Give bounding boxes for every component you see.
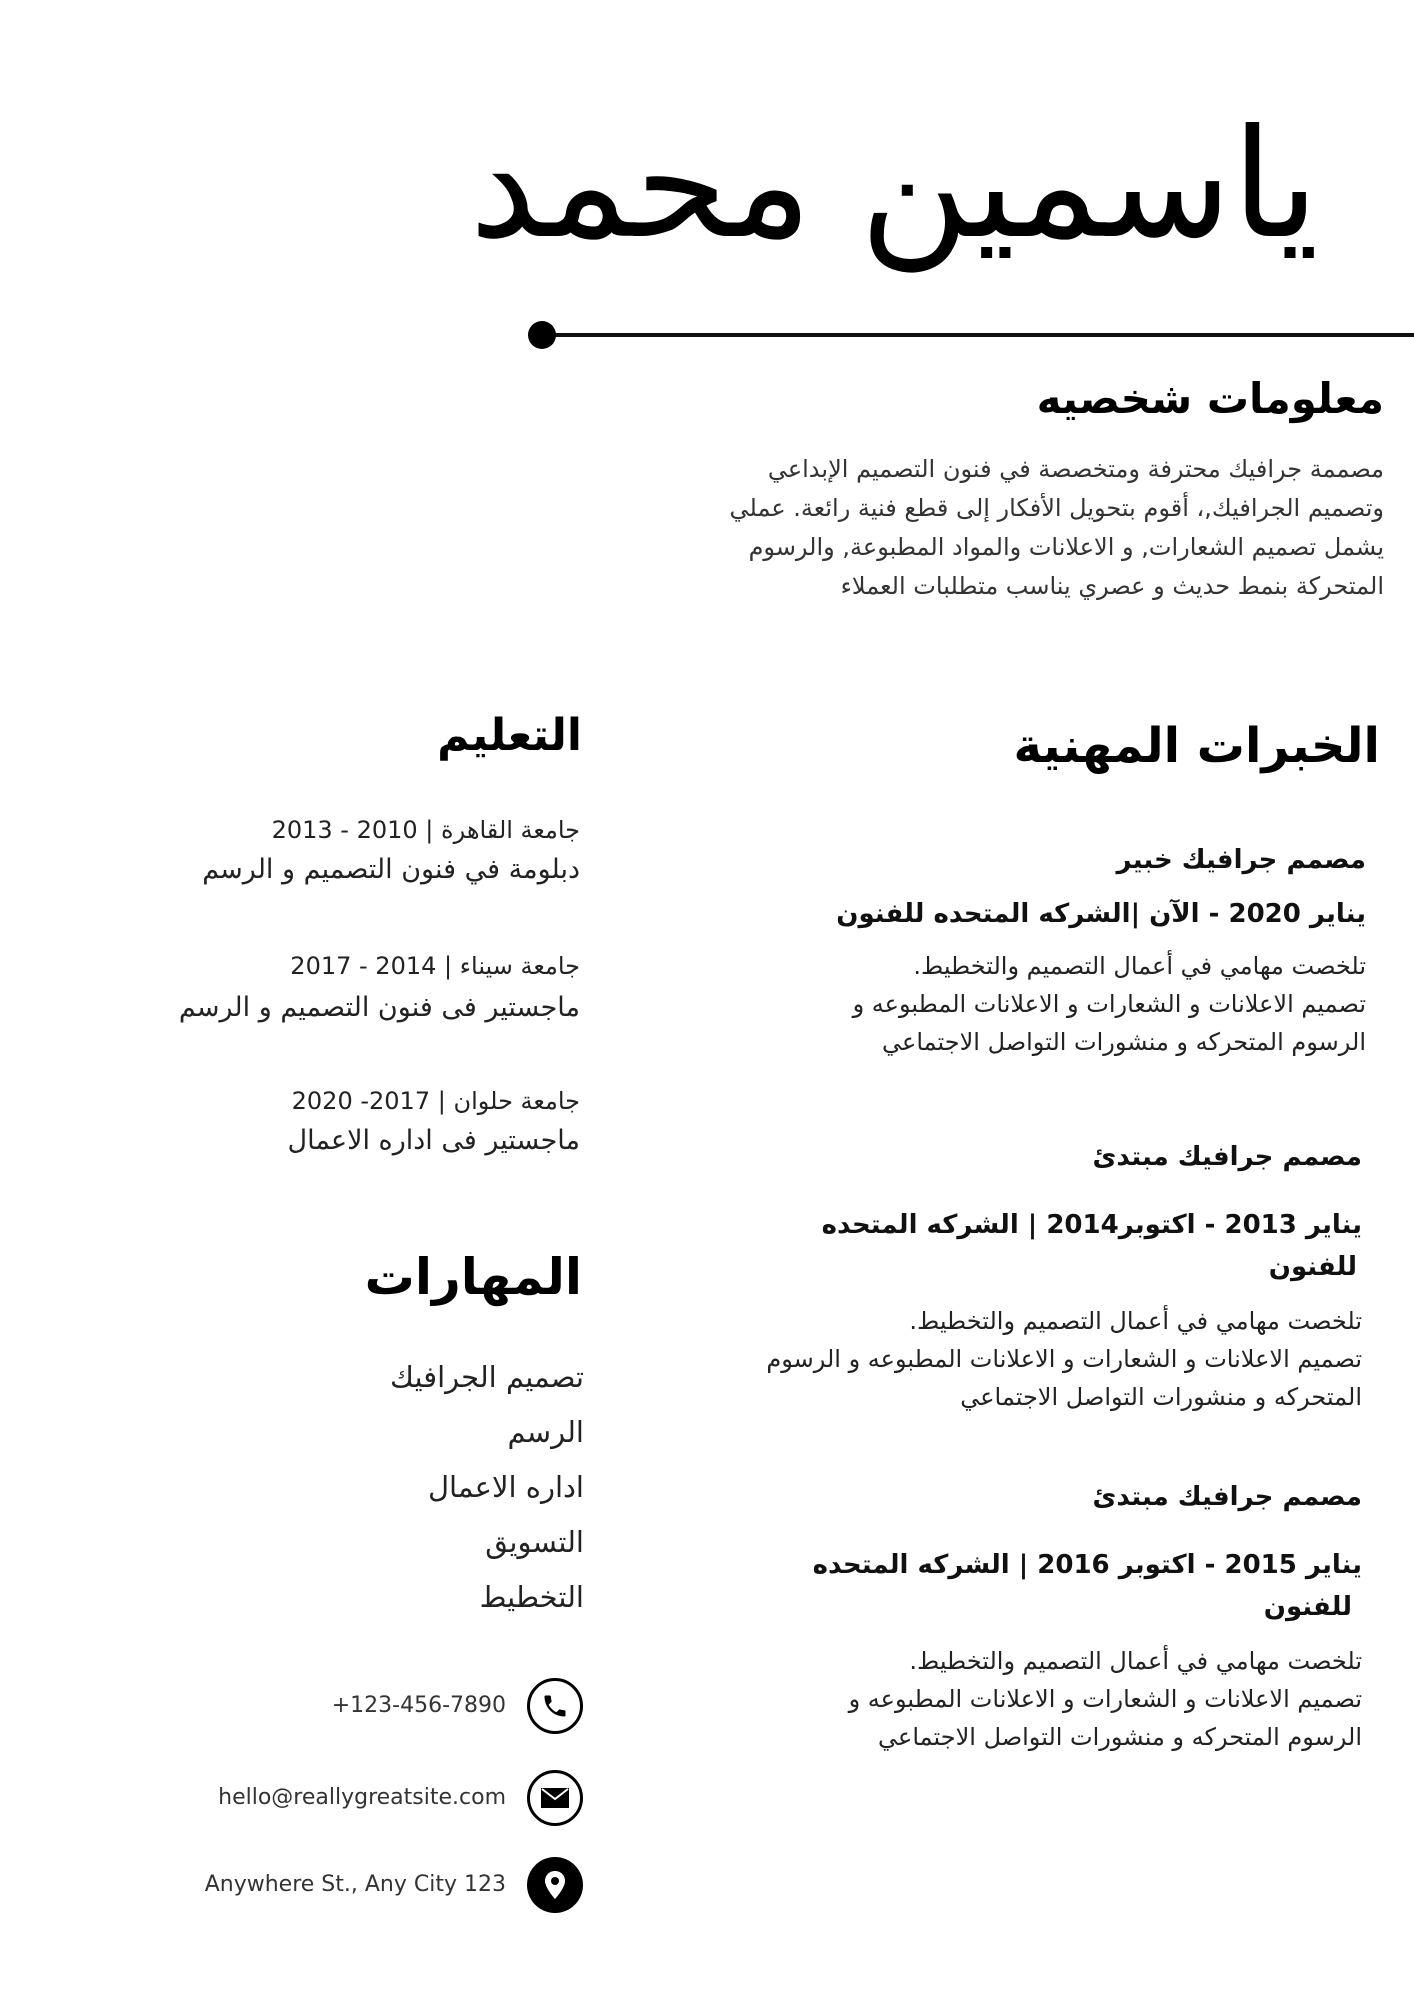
education-item <box>202 816 580 885</box>
school: جامعة القاهرة | 2010 - 2013 <box>271 816 580 844</box>
education-item <box>288 1087 581 1156</box>
job-date-company: يناير 2020 - الآن |الشركه المتحده للفنون <box>836 899 1366 929</box>
job-description <box>766 1302 1362 1416</box>
location-pin-icon <box>527 1857 583 1913</box>
desc-line: الرسوم المتحركه و منشورات التواصل الاجتماعي <box>878 1723 1362 1751</box>
date-line: يناير 2013 - اكتوبر2014 | الشركه المتحده <box>821 1210 1362 1240</box>
skill-item: اداره الاعمال <box>427 1470 584 1504</box>
profile-line: وتصميم الجرافيك,، أقوم بتحويل الأفكار إلى قطع فنية رائعة. عملي <box>729 494 1384 522</box>
desc-line: تلخصت مهامي في أعمال التصميم والتخطيط. <box>913 952 1366 980</box>
skills-heading: المهارات <box>364 1248 582 1306</box>
skills-list <box>390 1350 584 1625</box>
education-item <box>179 952 580 1023</box>
degree: ماجستير فى اداره الاعمال <box>287 1125 580 1156</box>
profile-heading: معلومات شخصيه <box>1036 374 1384 423</box>
profile-text <box>730 450 1384 606</box>
job-date-company <box>766 1204 1362 1288</box>
phone-number: +123-456-7890 <box>331 1693 506 1718</box>
job-title: مصمم جرافيك مبتدئ <box>1092 1482 1362 1512</box>
header-divider <box>545 333 1414 337</box>
experience-item <box>836 845 1366 1061</box>
skill-item: تصميم الجرافيك <box>390 1360 584 1394</box>
desc-line: تلخصت مهامي في أعمال التصميم والتخطيط. <box>909 1307 1362 1335</box>
date-line: يناير 2015 - اكتوبر 2016 | الشركه المتحده <box>812 1550 1362 1580</box>
street-address: Anywhere St., Any City 123 <box>204 1872 506 1897</box>
degree: ماجستير فى فنون التصميم و الرسم <box>178 992 580 1023</box>
profile-line: مصممة جرافيك محترفة ومتخصصة في فنون التصميم الإبداعي <box>767 455 1384 483</box>
school: جامعة سيناء | 2014 - 2017 <box>290 952 580 980</box>
desc-line: تصميم الاعلانات و الشعارات و الاعلانات المطبوعه و الرسوم <box>766 1345 1362 1373</box>
school: جامعة حلوان | 2017- 2020 <box>291 1087 580 1115</box>
experience-item <box>766 1142 1362 1416</box>
email-address: hello@reallygreatsite.com <box>218 1785 506 1810</box>
phone-icon <box>527 1678 583 1734</box>
job-title: مصمم جرافيك مبتدئ <box>1092 1142 1362 1172</box>
desc-line: المتحركه و منشورات التواصل الاجتماعي <box>960 1383 1362 1411</box>
education-heading: التعليم <box>437 710 582 761</box>
experience-item <box>813 1482 1362 1756</box>
profile-line: يشمل تصميم الشعارات, و الاعلانات والمواد المطبوعة, والرسوم <box>748 533 1384 561</box>
job-title: مصمم جرافيك خبير <box>1116 845 1366 875</box>
skill-item: التخطيط <box>479 1580 584 1614</box>
skill-item: التسويق <box>485 1525 584 1559</box>
desc-line: تصميم الاعلانات و الشعارات و الاعلانات المطبوعه و <box>848 1685 1362 1713</box>
profile-line: المتحركة بنمط حديث و عصري يناسب متطلبات العملاء <box>840 572 1384 600</box>
desc-line: تصميم الاعلانات و الشعارات و الاعلانات المطبوعه و <box>852 990 1366 1018</box>
skill-item: الرسم <box>507 1415 584 1449</box>
job-date-company <box>813 1544 1362 1628</box>
degree: دبلومة في فنون التصميم و الرسم <box>202 854 580 885</box>
experience-heading: الخبرات المهنية <box>1013 718 1380 774</box>
job-description <box>836 947 1366 1061</box>
divider-dot <box>528 321 556 349</box>
mail-icon <box>527 1770 583 1826</box>
job-description <box>813 1642 1362 1756</box>
desc-line: الرسوم المتحركه و منشورات التواصل الاجتماعي <box>882 1028 1366 1056</box>
candidate-name: ياسمين محمد <box>469 98 1319 272</box>
date-line: للفنون <box>1268 1252 1357 1282</box>
date-line: للفنون <box>1263 1592 1352 1622</box>
desc-line: تلخصت مهامي في أعمال التصميم والتخطيط. <box>909 1647 1362 1675</box>
